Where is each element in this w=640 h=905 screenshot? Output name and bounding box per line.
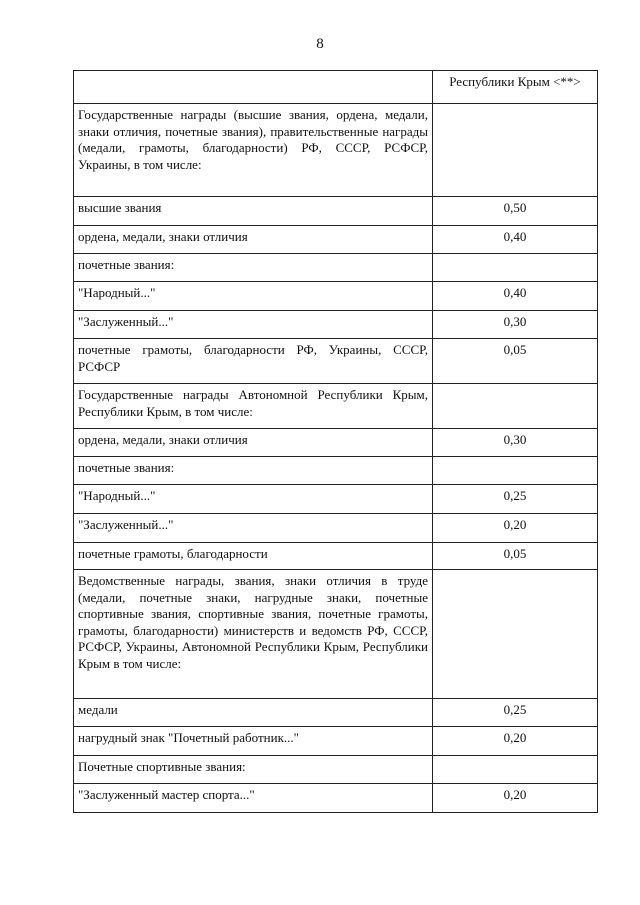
- row-value: [433, 570, 598, 699]
- table-row: [74, 384, 598, 429]
- table-row: [74, 311, 598, 339]
- row-label: ордена, медали, знаки отличия: [74, 226, 433, 254]
- row-value: 0,20: [433, 784, 598, 813]
- row-value: [433, 756, 598, 784]
- row-value: 0,05: [433, 543, 598, 570]
- row-label: Почетные спортивные звания:: [74, 756, 433, 784]
- row-label: "Народный...": [74, 282, 433, 311]
- row-label: почетные звания:: [74, 254, 433, 282]
- row-label: "Заслуженный...": [74, 311, 433, 339]
- table-row: [74, 457, 598, 485]
- row-value: [433, 104, 598, 197]
- row-label: почетные грамоты, благодарности: [74, 543, 433, 570]
- row-value: 0,30: [433, 429, 598, 457]
- table-row: [74, 282, 598, 311]
- table-row: [74, 485, 598, 514]
- row-value: 0,20: [433, 514, 598, 543]
- table-row: [74, 429, 598, 457]
- row-value: 0,50: [433, 197, 598, 226]
- row-label: высшие звания: [74, 197, 433, 226]
- row-value: 0,40: [433, 226, 598, 254]
- row-value: [433, 457, 598, 485]
- row-label: Государственные награды Автономной Республики Крым, Республики Крым, в том числе:: [74, 384, 433, 429]
- row-value: 0,25: [433, 485, 598, 514]
- table-row: [74, 197, 598, 226]
- row-label: "Народный...": [74, 485, 433, 514]
- table-row: [74, 756, 598, 784]
- award-coefficient-table: [73, 70, 598, 813]
- row-value: 0,05: [433, 339, 598, 384]
- page-number: 8: [316, 36, 324, 52]
- row-label: Государственные награды (высшие звания, ордена, медали, знаки отличия, почетные звания), правительственные награды (медали, грамоты, благодарности) РФ, СССР, РСФСР, Украины, в том числе:: [74, 104, 433, 197]
- table-row: [74, 254, 598, 282]
- row-label: почетные грамоты, благодарности РФ, Украины, СССР, РСФСР: [74, 339, 433, 384]
- table-row: [74, 339, 598, 384]
- table-row: [74, 699, 598, 727]
- row-label: "Заслуженный...": [74, 514, 433, 543]
- row-label: почетные звания:: [74, 457, 433, 485]
- row-label: ордена, медали, знаки отличия: [74, 429, 433, 457]
- row-label: "Заслуженный мастер спорта...": [74, 784, 433, 813]
- row-value: 0,30: [433, 311, 598, 339]
- header-cell-left: [74, 71, 433, 104]
- row-value: [433, 254, 598, 282]
- row-value: 0,25: [433, 699, 598, 727]
- table-row: [74, 514, 598, 543]
- table-header-row: [74, 71, 598, 104]
- row-value: 0,40: [433, 282, 598, 311]
- table-row: [74, 784, 598, 813]
- row-label: нагрудный знак "Почетный работник...": [74, 727, 433, 756]
- table-row: [74, 104, 598, 197]
- row-label: Ведомственные награды, звания, знаки отличия в труде (медали, почетные знаки, нагрудные знаки, почетные спортивные звания, спортивные звания, почетные грамоты, грамоты, благодарности) министерств и ведомств РФ, СССР, РСФСР, Украины, Автономной Республики Крым, Республики Крым в том числе:: [74, 570, 433, 699]
- row-value: [433, 384, 598, 429]
- table-row: [74, 570, 598, 699]
- table-row: [74, 226, 598, 254]
- table-row: [74, 543, 598, 570]
- header-cell-region: Республики Крым <**>: [433, 71, 598, 104]
- table-row: [74, 727, 598, 756]
- row-label: медали: [74, 699, 433, 727]
- row-value: 0,20: [433, 727, 598, 756]
